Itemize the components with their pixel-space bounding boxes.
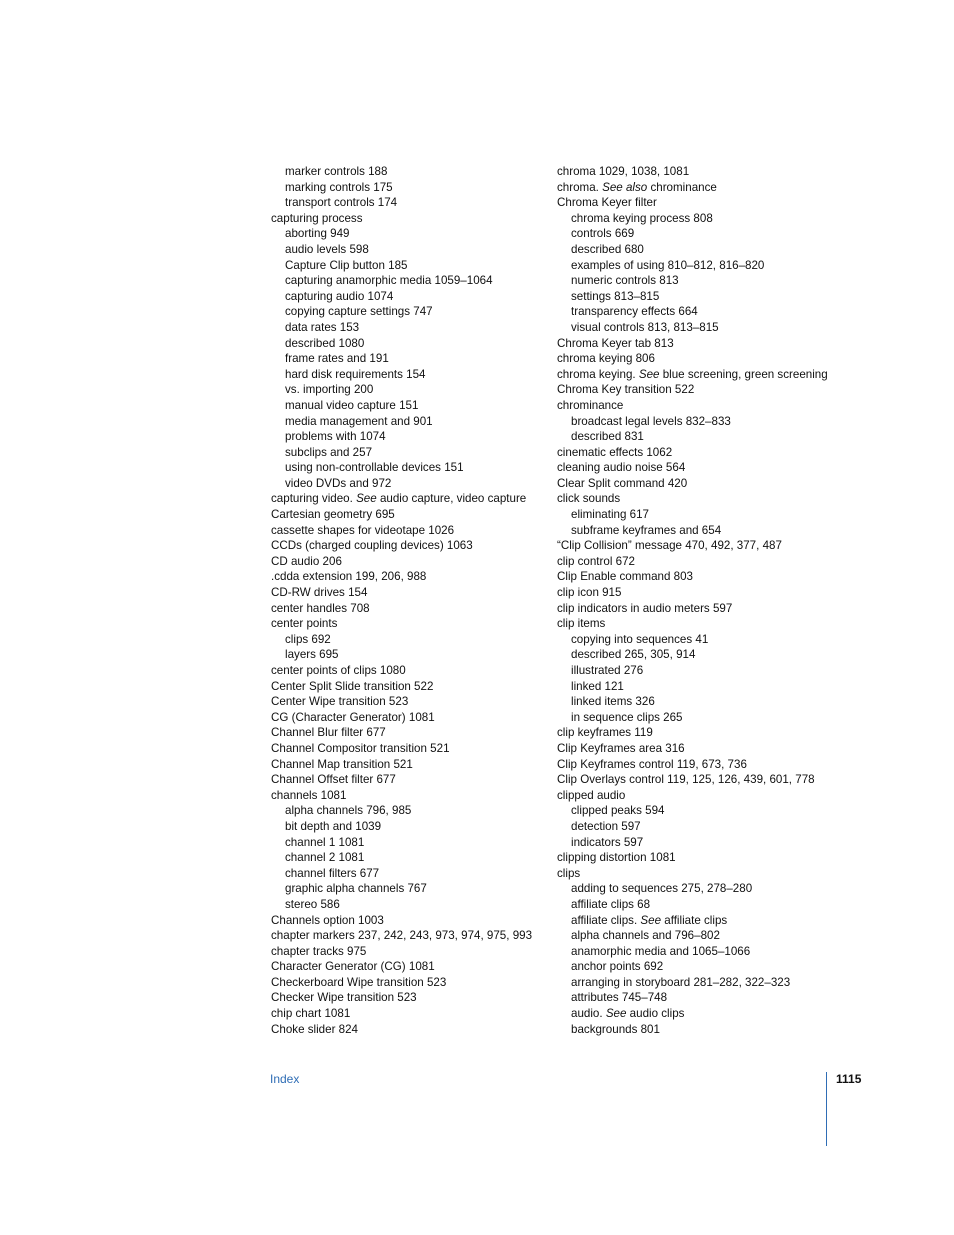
index-subentry (271, 164, 532, 180)
index-column-left (271, 164, 532, 1037)
entry-text: examples of using 810–812, 816–820 (571, 258, 765, 272)
entry-text: cinematic effects 1062 (557, 445, 673, 459)
index-entry (271, 741, 532, 757)
index-subentry (557, 258, 828, 274)
index-entry (271, 1006, 532, 1022)
entry-text: alpha channels 796, 985 (285, 804, 412, 818)
entry-text: CCDs (charged coupling devices) 1063 (271, 539, 473, 553)
entry-text: data rates 153 (285, 320, 360, 334)
index-subentry (271, 336, 532, 352)
entry-text: bit depth and 1039 (285, 819, 382, 833)
index-subentry (557, 211, 828, 227)
index-entry (557, 491, 828, 507)
entry-text: in sequence clips 265 (571, 710, 683, 724)
index-subentry (557, 647, 828, 663)
index-subentry (557, 507, 828, 523)
entry-text: Chroma Keyer tab 813 (557, 336, 674, 350)
entry-text: “Clip Collision” message 470, 492, 377, 487 (557, 539, 782, 553)
index-subentry (271, 320, 532, 336)
entry-text: chroma 1029, 1038, 1081 (557, 165, 690, 178)
index-entry (271, 757, 532, 773)
index-entry (557, 866, 828, 882)
index-entry (557, 460, 828, 476)
index-entry (271, 554, 532, 570)
entry-text: chroma. (557, 180, 603, 194)
index-entry (557, 180, 828, 196)
see-reference: See (640, 913, 662, 927)
index-subentry (271, 258, 532, 274)
entry-text: cassette shapes for videotape 1026 (271, 523, 455, 537)
see-reference: See (356, 492, 377, 506)
entry-text: chroma keying process 808 (571, 211, 713, 225)
entry-text: click sounds (557, 492, 621, 506)
index-entry (557, 554, 828, 570)
index-entry (557, 725, 828, 741)
entry-text: clipped peaks 594 (571, 804, 665, 818)
index-subentry (557, 663, 828, 679)
index-subentry (557, 632, 828, 648)
index-entry (557, 195, 828, 211)
index-subentry (557, 959, 828, 975)
entry-reference-target: audio clips (626, 1007, 685, 1021)
page-number: 1115 (836, 1072, 862, 1086)
index-entry (271, 616, 532, 632)
entry-text: channels 1081 (271, 788, 347, 802)
entry-text: attributes 745–748 (571, 991, 668, 1005)
index-entry (271, 959, 532, 975)
index-subentry (271, 803, 532, 819)
index-entry (557, 398, 828, 414)
entry-text: clip control 672 (557, 554, 635, 568)
index-subentry (557, 414, 828, 430)
index-subentry (271, 445, 532, 461)
entry-text: backgrounds 801 (571, 1022, 660, 1036)
entry-text: chroma keying. (557, 367, 639, 381)
entry-text: Center Wipe transition 523 (271, 695, 409, 709)
index-entry (557, 569, 828, 585)
entry-text: channel 1 1081 (285, 835, 365, 849)
entry-text: Clip Enable command 803 (557, 570, 693, 584)
entry-text: Clear Split command 420 (557, 476, 688, 490)
index-subentry (557, 975, 828, 991)
index-entry (271, 928, 532, 944)
entry-text: problems with 1074 (285, 430, 386, 444)
index-subentry (271, 835, 532, 851)
index-subentry (271, 382, 532, 398)
entry-text: audio levels 598 (285, 242, 369, 256)
entry-text: copying capture settings 747 (285, 305, 433, 319)
index-subentry (557, 944, 828, 960)
entry-text: clips (557, 866, 581, 880)
index-entry (271, 725, 532, 741)
entry-text: described 680 (571, 242, 644, 256)
entry-text: capturing video. (271, 492, 357, 506)
index-entry (557, 757, 828, 773)
entry-text: subframe keyframes and 654 (571, 523, 722, 537)
entry-text: marking controls 175 (285, 180, 393, 194)
see-reference: See (638, 367, 660, 381)
entry-text: clipped audio (557, 788, 626, 802)
index-entry (271, 990, 532, 1006)
index-entry (271, 694, 532, 710)
index-subentry (271, 180, 532, 196)
index-subentry (271, 351, 532, 367)
index-subentry (271, 289, 532, 305)
index-subentry (557, 523, 828, 539)
entry-text: Choke slider 824 (271, 1022, 359, 1036)
entry-text: transport controls 174 (285, 196, 398, 210)
index-subentry (557, 1022, 828, 1038)
index-entry (557, 788, 828, 804)
index-entry (271, 944, 532, 960)
entry-text: Checkerboard Wipe transition 523 (271, 975, 447, 989)
index-subentry (271, 398, 532, 414)
index-subentry (557, 928, 828, 944)
entry-text: stereo 586 (285, 897, 340, 911)
index-subentry (271, 195, 532, 211)
entry-text: clip keyframes 119 (557, 726, 653, 740)
index-subentry (557, 990, 828, 1006)
entry-text: Clip Keyframes area 316 (557, 741, 685, 755)
entry-reference-target: chrominance (647, 180, 717, 194)
index-subentry (557, 835, 828, 851)
entry-text: center handles 708 (271, 601, 370, 615)
entry-text: numeric controls 813 (571, 274, 679, 288)
entry-text: chapter tracks 975 (271, 944, 367, 958)
entry-text: CG (Character Generator) 1081 (271, 710, 435, 724)
index-subentry (271, 460, 532, 476)
entry-text: CD audio 206 (271, 554, 342, 568)
index-entry (271, 772, 532, 788)
index-subentry (557, 289, 828, 305)
entry-text: Channel Blur filter 677 (271, 726, 386, 740)
index-subentry (271, 897, 532, 913)
entry-text: Chroma Keyer filter (557, 196, 657, 210)
index-subentry (271, 226, 532, 242)
entry-text: illustrated 276 (571, 664, 644, 677)
index-entry (557, 164, 828, 180)
entry-text: capturing audio 1074 (285, 289, 394, 303)
entry-text: Channel Map transition 521 (271, 757, 413, 771)
index-entry (557, 351, 828, 367)
index-entry (557, 538, 828, 554)
index-entry (271, 1022, 532, 1038)
index-subentry (557, 913, 828, 929)
index-subentry (557, 710, 828, 726)
entry-text: detection 597 (571, 819, 641, 833)
entry-text: clips 692 (285, 632, 331, 646)
entry-text: Channel Offset filter 677 (271, 773, 396, 787)
index-subentry (557, 694, 828, 710)
index-subentry (271, 429, 532, 445)
entry-text: indicators 597 (571, 835, 644, 849)
entry-text: clip items (557, 617, 606, 631)
entry-text: clip icon 915 (557, 586, 622, 600)
entry-text: settings 813–815 (571, 289, 660, 303)
entry-text: alpha channels and 796–802 (571, 929, 720, 943)
index-subentry (271, 414, 532, 430)
entry-reference-target: blue screening, green screening (659, 367, 828, 381)
index-subentry (271, 632, 532, 648)
index-entry (557, 382, 828, 398)
entry-text: copying into sequences 41 (571, 632, 709, 646)
entry-reference-target: audio capture, video capture (376, 492, 527, 506)
see-reference: See (605, 1007, 627, 1021)
entry-text: Cartesian geometry 695 (271, 508, 395, 522)
index-entry (271, 585, 532, 601)
entry-text: center points (271, 617, 338, 631)
index-subentry (271, 850, 532, 866)
index-entry (271, 663, 532, 679)
index-subentry (271, 304, 532, 320)
index-subentry (557, 242, 828, 258)
entry-text: described 265, 305, 914 (571, 648, 696, 662)
index-subentry (271, 367, 532, 383)
entry-text: Clip Overlays control 119, 125, 126, 439, 601, 778 (557, 773, 815, 787)
entry-text: Clip Keyframes control 119, 673, 736 (557, 757, 747, 771)
index-entry (557, 741, 828, 757)
entry-text: using non-controllable devices 151 (285, 461, 464, 475)
entry-text: chroma keying 806 (557, 352, 655, 366)
entry-reference-target: affiliate clips (661, 913, 728, 927)
index-entry (271, 679, 532, 695)
index-subentry (557, 679, 828, 695)
entry-text: anchor points 692 (571, 960, 664, 974)
index-subentry (557, 304, 828, 320)
entry-text: frame rates and 191 (285, 352, 389, 366)
entry-text: adding to sequences 275, 278–280 (571, 882, 753, 896)
entry-text: aborting 949 (285, 227, 350, 241)
entry-text: marker controls 188 (285, 165, 388, 178)
index-entry (271, 788, 532, 804)
entry-text: visual controls 813, 813–815 (571, 320, 719, 334)
entry-text: media management and 901 (285, 414, 433, 428)
entry-text: capturing process (271, 211, 363, 225)
entry-text: .cdda extension 199, 206, 988 (271, 570, 427, 584)
entry-text: eliminating 617 (571, 508, 649, 522)
entry-text: linked 121 (571, 679, 624, 693)
entry-text: channel 2 1081 (285, 851, 365, 865)
index-entry (557, 850, 828, 866)
index-entry (557, 367, 828, 383)
index-entry (271, 710, 532, 726)
entry-text: described 1080 (285, 336, 365, 350)
entry-text: video DVDs and 972 (285, 476, 392, 490)
entry-text: audio. (571, 1007, 606, 1021)
entry-text: channel filters 677 (285, 866, 380, 880)
index-entry (271, 975, 532, 991)
index-subentry (557, 803, 828, 819)
index-subentry (271, 476, 532, 492)
index-entry (557, 601, 828, 617)
footer-section-label: Index (270, 1072, 300, 1086)
entry-text: graphic alpha channels 767 (285, 882, 427, 896)
footer-divider (826, 1072, 827, 1146)
index-subentry (557, 226, 828, 242)
see-reference: See also (602, 180, 648, 194)
index-entry (271, 523, 532, 539)
entry-text: transparency effects 664 (571, 305, 698, 319)
entry-text: Capture Clip button 185 (285, 258, 408, 272)
index-entry (271, 211, 532, 227)
entry-text: controls 669 (571, 227, 635, 241)
entry-text: cleaning audio noise 564 (557, 461, 686, 475)
entry-text: manual video capture 151 (285, 398, 419, 412)
entry-text: linked items 326 (571, 695, 655, 709)
index-column-right (557, 164, 828, 1037)
entry-text: Channel Compositor transition 521 (271, 741, 450, 755)
index-subentry (557, 897, 828, 913)
index-subentry (271, 866, 532, 882)
index-entry (271, 569, 532, 585)
index-entry (271, 491, 532, 507)
index-entry (271, 601, 532, 617)
entry-text: CD-RW drives 154 (271, 586, 368, 600)
entry-text: clipping distortion 1081 (557, 851, 676, 865)
index-subentry (557, 273, 828, 289)
entry-text: Center Split Slide transition 522 (271, 679, 434, 693)
index-entry (271, 913, 532, 929)
entry-text: center points of clips 1080 (271, 664, 406, 677)
index-entry (557, 616, 828, 632)
entry-text: chapter markers 237, 242, 243, 973, 974, 975, 993 (271, 929, 533, 943)
index-subentry (271, 273, 532, 289)
index-subentry (557, 429, 828, 445)
index-entry (557, 445, 828, 461)
index-subentry (271, 647, 532, 663)
entry-text: affiliate clips. (571, 913, 641, 927)
entry-text: subclips and 257 (285, 445, 373, 459)
index-entry (271, 538, 532, 554)
index-subentry (557, 819, 828, 835)
index-entry (557, 476, 828, 492)
entry-text: vs. importing 200 (285, 383, 374, 397)
index-subentry (557, 1006, 828, 1022)
index-entry (557, 336, 828, 352)
entry-text: Character Generator (CG) 1081 (271, 960, 435, 974)
entry-text: broadcast legal levels 832–833 (571, 414, 731, 428)
entry-text: chrominance (557, 398, 624, 412)
entry-text: layers 695 (285, 648, 339, 662)
entry-text: anamorphic media and 1065–1066 (571, 944, 751, 958)
index-subentry (271, 881, 532, 897)
index-subentry (271, 819, 532, 835)
entry-text: clip indicators in audio meters 597 (557, 601, 733, 615)
entry-text: capturing anamorphic media 1059–1064 (285, 274, 493, 288)
index-subentry (271, 242, 532, 258)
entry-text: described 831 (571, 430, 644, 444)
entry-text: Checker Wipe transition 523 (271, 991, 417, 1005)
index-subentry (557, 320, 828, 336)
entry-text: chip chart 1081 (271, 1007, 351, 1021)
entry-text: arranging in storyboard 281–282, 322–323 (571, 975, 791, 989)
entry-text: Chroma Key transition 522 (557, 383, 695, 397)
entry-text: hard disk requirements 154 (285, 367, 426, 381)
index-subentry (557, 881, 828, 897)
entry-text: affiliate clips 68 (571, 897, 651, 911)
index-entry (271, 507, 532, 523)
index-entry (557, 585, 828, 601)
index-entry (557, 772, 828, 788)
entry-text: Channels option 1003 (271, 913, 384, 927)
